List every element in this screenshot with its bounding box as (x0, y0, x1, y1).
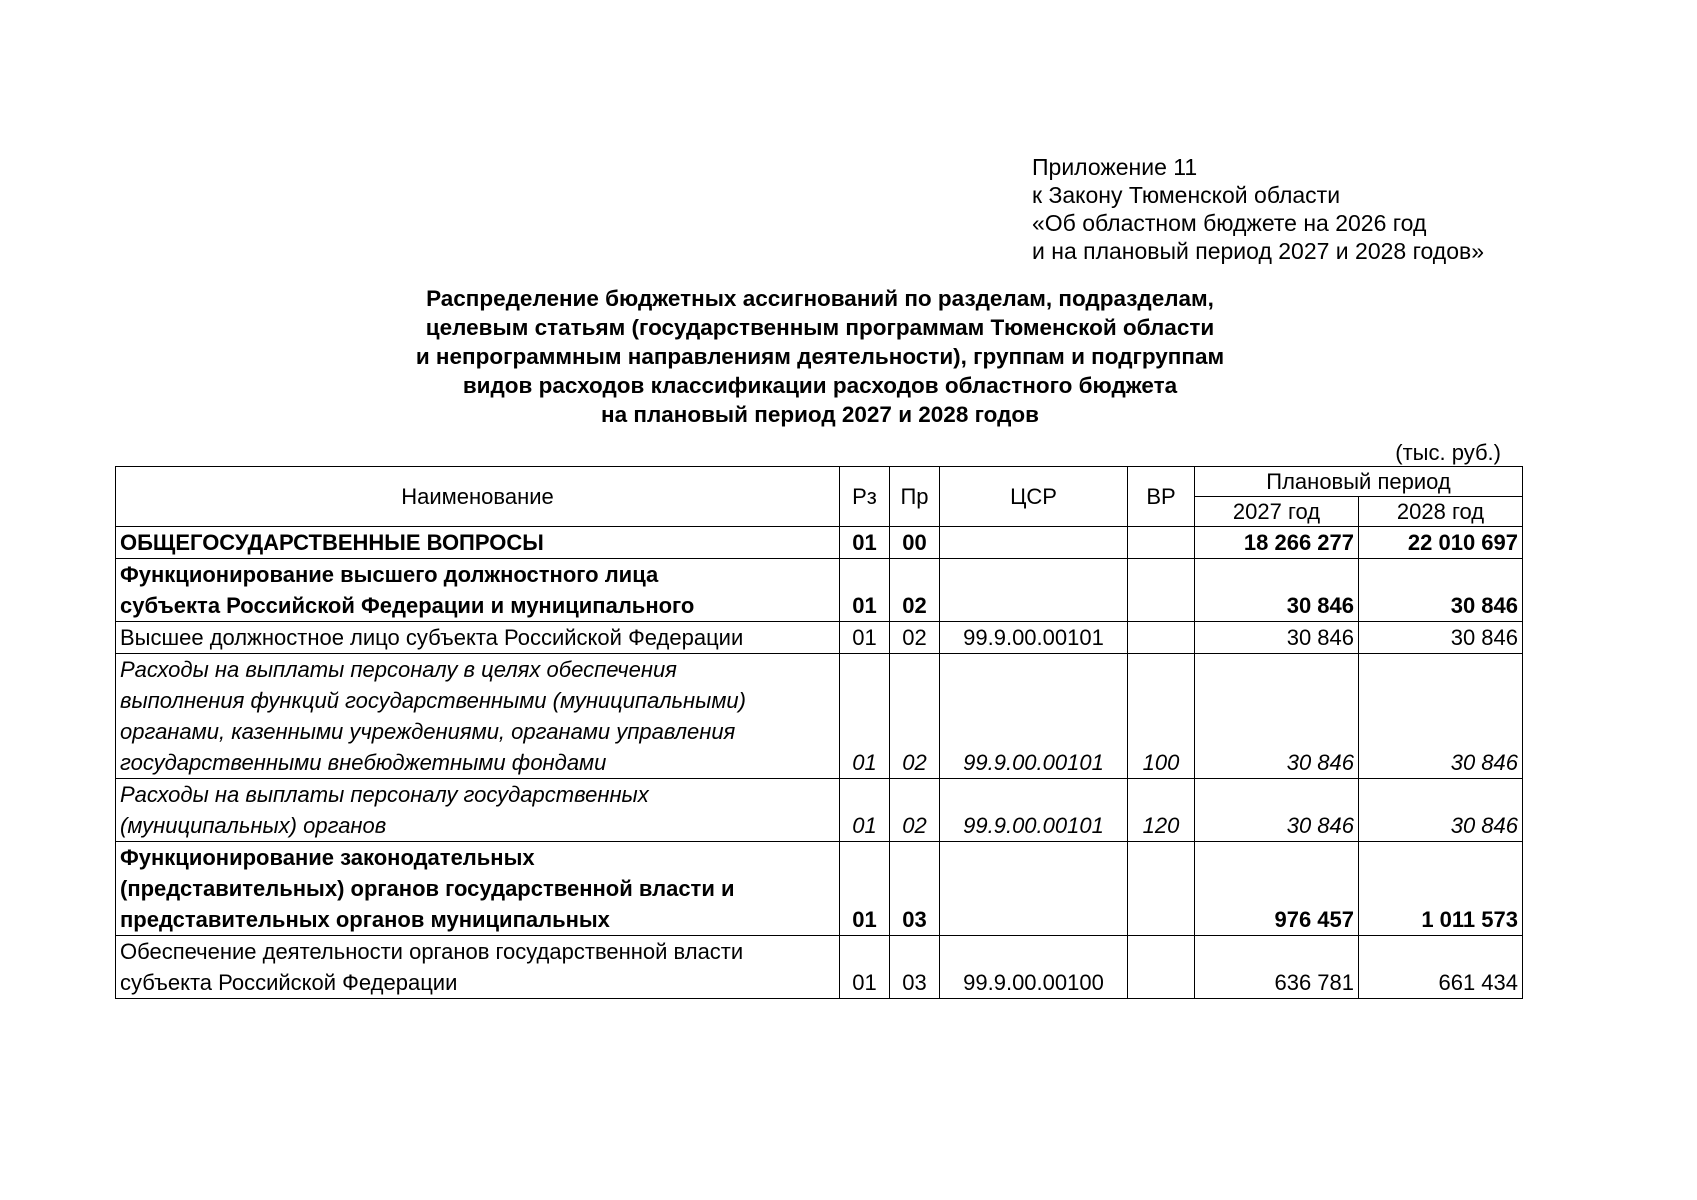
row-pr: 03 (890, 936, 940, 999)
row-name-line: государственными внебюджетными фондами (120, 750, 607, 775)
row-pr: 00 (890, 527, 940, 559)
appendix-line: Приложение 11 (1032, 154, 1198, 180)
row-vr (1128, 622, 1195, 654)
header-name: Наименование (116, 467, 840, 527)
row-name-line: субъекта Российской Федерации (120, 970, 458, 995)
row-rz: 01 (840, 842, 890, 936)
row-name-line: (представительных) органов государственной власти и (120, 876, 735, 901)
row-pr: 03 (890, 842, 940, 936)
row-rz: 01 (840, 654, 890, 779)
row-pr: 02 (890, 654, 940, 779)
row-amount-2027: 976 457 (1195, 842, 1359, 936)
row-amount-2027: 30 846 (1195, 779, 1359, 842)
row-name-line: Расходы на выплаты персоналу в целях обеспечения (120, 657, 677, 682)
row-csr: 99.9.00.00101 (940, 654, 1128, 779)
row-amount-2027: 30 846 (1195, 559, 1359, 622)
row-name-line: ОБЩЕГОСУДАРСТВЕННЫЕ ВОПРОСЫ (120, 530, 544, 555)
row-name-line: органами, казенными учреждениями, органами управления (120, 719, 736, 744)
row-csr (940, 559, 1128, 622)
row-name-line: Обеспечение деятельности органов государственной власти (120, 939, 744, 964)
row-amount-2028: 1 011 573 (1359, 842, 1523, 936)
row-amount-2028: 661 434 (1359, 936, 1523, 999)
title-line: и непрограммным направлениям деятельности), группам и подгруппам (415, 344, 1225, 369)
row-rz: 01 (840, 527, 890, 559)
row-csr: 99.9.00.00100 (940, 936, 1128, 999)
row-rz: 01 (840, 779, 890, 842)
appendix-line: к Закону Тюменской области (1032, 182, 1341, 208)
table-row (116, 622, 1523, 654)
title-line: видов расходов классификации расходов областного бюджета (462, 373, 1178, 398)
row-name (116, 622, 840, 654)
row-vr (1128, 936, 1195, 999)
row-csr: 99.9.00.00101 (940, 779, 1128, 842)
appendix-line: «Об областном бюджете на 2026 год (1032, 210, 1427, 236)
row-rz: 01 (840, 622, 890, 654)
header-pr: Пр (890, 467, 940, 527)
row-vr (1128, 559, 1195, 622)
row-name-line: Высшее должностное лицо субъекта Российской Федерации (120, 625, 744, 650)
header-planned-period: Плановый период (1195, 467, 1523, 497)
table-row (116, 779, 1523, 842)
row-amount-2028: 30 846 (1359, 654, 1523, 779)
appendix-line: и на плановый период 2027 и 2028 годов» (1032, 238, 1484, 264)
table-row (116, 527, 1523, 559)
row-csr: 99.9.00.00101 (940, 622, 1128, 654)
budget-table (115, 466, 1523, 999)
row-name (116, 527, 840, 559)
row-amount-2027: 30 846 (1195, 622, 1359, 654)
table-row (116, 842, 1523, 936)
row-name (116, 654, 840, 779)
header-row (116, 467, 1523, 497)
row-name (116, 779, 840, 842)
row-csr (940, 527, 1128, 559)
row-name-line: (муниципальных) органов (120, 813, 387, 838)
row-pr: 02 (890, 559, 940, 622)
row-name-line: Функционирование законодательных (120, 845, 535, 870)
title-line: целевым статьям (государственным программам Тюменской области (425, 315, 1215, 340)
row-vr: 120 (1128, 779, 1195, 842)
row-name-line: Расходы на выплаты персоналу государственных (120, 782, 649, 807)
table-row (116, 936, 1523, 999)
row-name (116, 559, 840, 622)
row-pr: 02 (890, 622, 940, 654)
row-vr (1128, 842, 1195, 936)
header-rz: Рз (840, 467, 890, 527)
header-csr: ЦСР (940, 467, 1128, 527)
row-amount-2028: 30 846 (1359, 559, 1523, 622)
title-line: Распределение бюджетных ассигнований по разделам, подразделам, (426, 286, 1214, 311)
row-name-line: Функционирование высшего должностного лица (120, 562, 659, 587)
document-title (300, 284, 1340, 429)
row-rz: 01 (840, 936, 890, 999)
row-amount-2027: 636 781 (1195, 936, 1359, 999)
row-name (116, 936, 840, 999)
row-amount-2027: 18 266 277 (1195, 527, 1359, 559)
row-amount-2027: 30 846 (1195, 654, 1359, 779)
table-row (116, 559, 1523, 622)
units-label: (тыс. руб.) (1395, 440, 1501, 465)
title-line: на плановый период 2027 и 2028 годов (601, 402, 1039, 427)
row-amount-2028: 30 846 (1359, 622, 1523, 654)
header-vr: ВР (1128, 467, 1195, 527)
row-name-line: выполнения функций государственными (муниципальными) (120, 688, 746, 713)
appendix-note (1032, 153, 1592, 265)
row-amount-2028: 30 846 (1359, 779, 1523, 842)
row-vr: 100 (1128, 654, 1195, 779)
row-rz: 01 (840, 559, 890, 622)
table-row (116, 654, 1523, 779)
row-name-line: представительных органов муниципальных (120, 907, 610, 932)
row-amount-2028: 22 010 697 (1359, 527, 1523, 559)
row-name (116, 842, 840, 936)
row-csr (940, 842, 1128, 936)
row-name-line: субъекта Российской Федерации и муниципального (120, 593, 695, 618)
row-vr (1128, 527, 1195, 559)
row-pr: 02 (890, 779, 940, 842)
header-year-2027: 2027 год (1195, 497, 1359, 527)
header-year-2028: 2028 год (1359, 497, 1523, 527)
